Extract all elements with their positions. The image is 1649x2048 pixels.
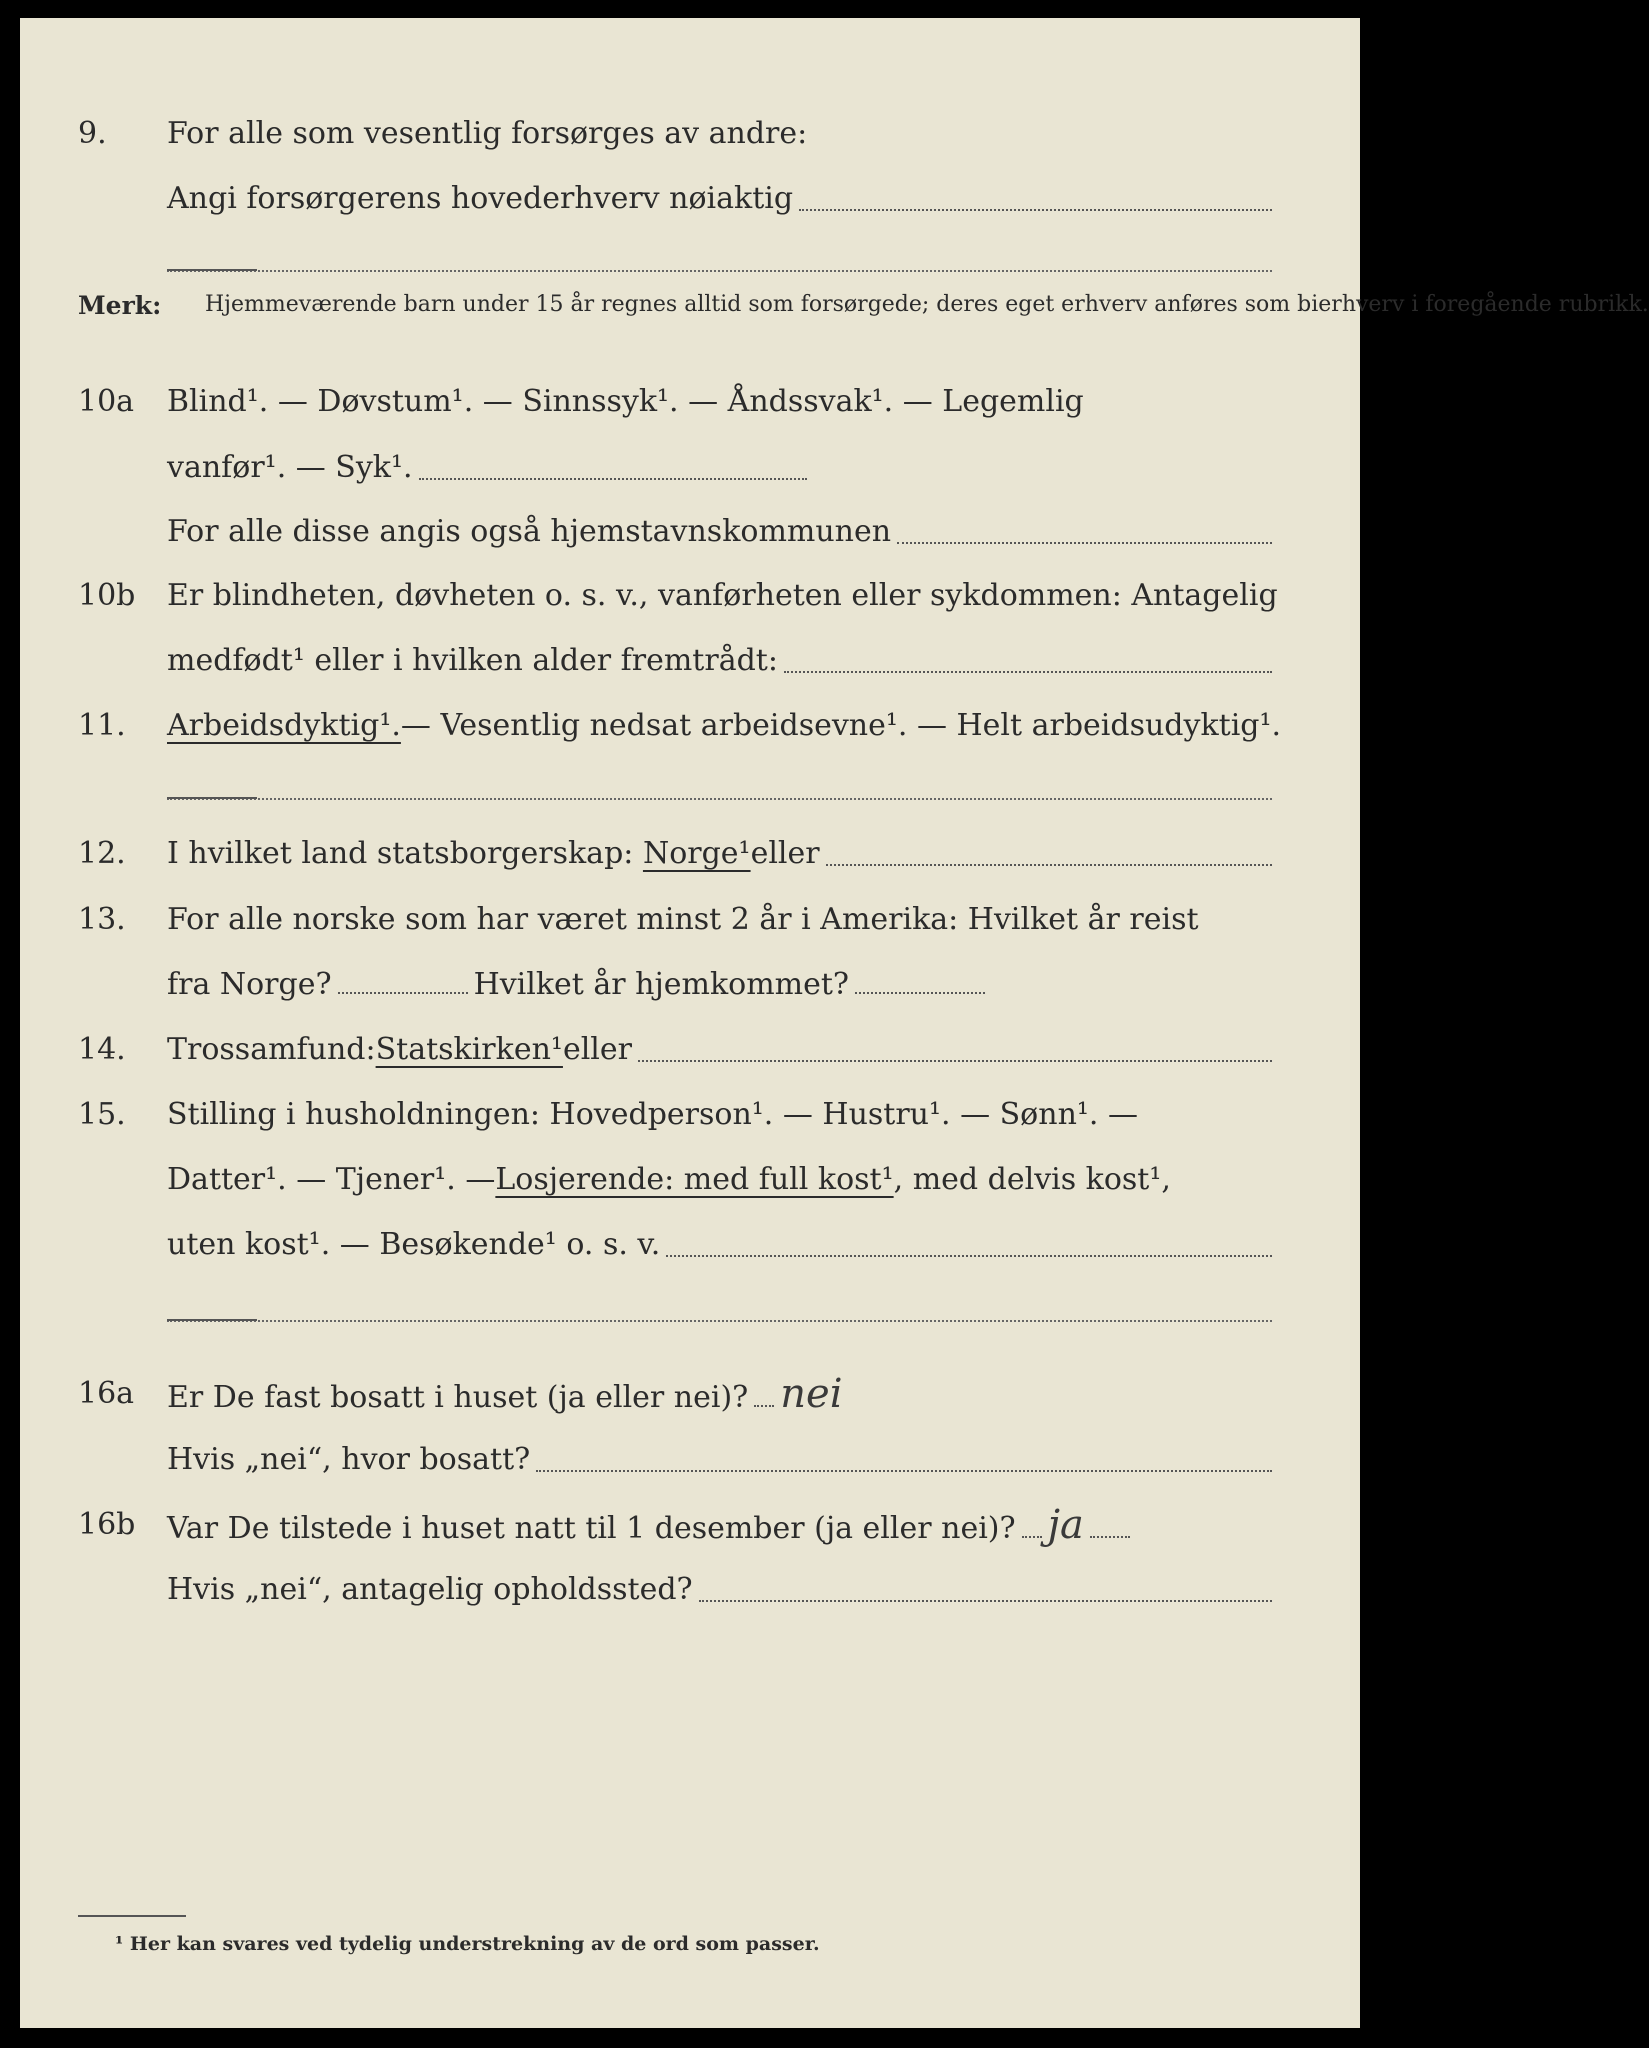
footnote: ¹ Her kan svares ved tydelig understrekning av de ord som passer. (115, 1933, 820, 1955)
handwritten-answer[interactable]: nei (780, 1371, 843, 1417)
question-text: Var De tilstede i huset natt til 1 desember (ja eller nei)? (167, 1511, 1016, 1546)
question-number: 9. (78, 116, 107, 151)
question-number: 11. (78, 708, 126, 743)
answer-field[interactable] (536, 1470, 1272, 1472)
question-text: Angi forsørgerens hovederhverv nøiaktig (167, 181, 794, 216)
handwritten-answer[interactable]: ja (1047, 1502, 1084, 1548)
question-text: Hvis „nei“, hvor bosatt? (167, 1442, 531, 1477)
question-text: For alle disse angis også hjemstavnskommunen (167, 514, 892, 549)
question-text: Stilling i husholdningen: Hovedperson¹. — Hustru¹. — Sønn¹. — (167, 1097, 1138, 1132)
question-number: 15. (78, 1097, 126, 1132)
question-text: vanfør¹. — Syk¹. (167, 450, 413, 485)
note-text: Hjemmeværende barn under 15 år regnes alltid som forsørgede; deres eget erhverv anføres som bierhverv i foregående rubrikk. (205, 292, 1649, 317)
question-number: 14. (78, 1032, 126, 1067)
question-number: 10a (78, 384, 135, 419)
question-text: — Vesentlig nedsat arbeidsevne¹. — Helt arbeidsudyktig¹. (400, 708, 1282, 743)
question-number: 13. (78, 902, 126, 937)
question-text: Er blindheten, døvheten o. s. v., vanførheten eller sykdommen: Antagelig (167, 578, 1278, 613)
separator-line (167, 798, 1272, 800)
answer-field[interactable] (666, 1255, 1272, 1257)
note-label: Merk: (78, 291, 162, 320)
question-text: For alle som vesentlig forsørges av andre: (167, 116, 808, 151)
question-number: 12. (78, 836, 126, 871)
answer-field[interactable] (699, 1600, 1272, 1602)
underlined-answer: Norge¹ (642, 836, 751, 871)
footnote-rule (78, 1915, 186, 1917)
separator-line (167, 270, 1272, 272)
answer-field[interactable] (799, 209, 1272, 211)
question-text: For alle norske som har været minst 2 år i Amerika: Hvilket år reist (167, 902, 1199, 937)
answer-field[interactable] (784, 671, 1272, 673)
question-text: Blind¹. — Døvstum¹. — Sinnssyk¹. — Åndssvak¹. — Legemlig (167, 384, 1084, 419)
underlined-answer: Losjerende: med full kost¹ (495, 1162, 894, 1197)
answer-field[interactable] (826, 864, 1272, 866)
census-form-page: 9. For alle som vesentlig forsørges av andre: Angi forsørgerens hovederhverv nøiaktig Merk: Hjemmeværende barn under 15 år regnes alltid som forsørgede; deres eget erhverv anføres som bierhverv i foregående rubrikk. 10a Blind¹. — Døvstum¹. — Sinnssyk¹. — Åndssvak¹. — Legemlig vanfør¹. — Syk¹. For alle disse angis også hjemstavnskommunen 10b Er blindheten, døvheten o. s. v., vanførheten eller sykdommen: Antagelig medfødt¹ eller i hvilken alder fremtrådt: 11. Arbeidsdyktig¹. — Vesentlig nedsat arbeidsevne¹. — Helt arbeidsudyktig¹. 12. I hvilket land statsborgerskap: Norge¹ eller 13. For alle norske som har været minst 2 år i Amerika: Hvilket år reist fra Norge? Hvilket år hjemkommet? 14. Trossamfund: Statskirken¹ eller 15. Stilling i husholdningen: Hovedperson¹. — Hustru¹. — Sønn¹. — Datter¹. — Tjener¹. — Losjerende: med full kost¹ , med delvis kost¹, uten kost¹. — Besøkende¹ o. s. v. 16a Er De fast bosatt i huset (ja eller nei)? nei Hvis „nei“, hvor bosatt? 16b Var De tilstede i huset natt til 1 desember (ja eller nei)? ja Hvis „nei“, antagelig opholdssted? ¹ Her kan svares ved tydelig understrekning av de ord som passer. (20, 18, 1360, 2028)
separator-line (167, 1320, 1272, 1322)
answer-field[interactable] (338, 992, 468, 994)
answer-field[interactable] (897, 542, 1272, 544)
question-number: 16a (78, 1376, 135, 1411)
underlined-answer: Arbeidsdyktig¹. (167, 708, 401, 743)
question-text: uten kost¹. — Besøkende¹ o. s. v. (167, 1227, 661, 1262)
question-number: 10b (78, 578, 136, 613)
answer-field[interactable] (638, 1060, 1272, 1062)
question-text: medfødt¹ eller i hvilken alder fremtrådt: (167, 643, 778, 678)
question-text: Hvis „nei“, antagelig opholdssted? (167, 1572, 693, 1607)
underlined-answer: Statskirken¹ (375, 1032, 563, 1067)
question-text: Er De fast bosatt i huset (ja eller nei)? (167, 1380, 749, 1415)
answer-field[interactable] (855, 992, 985, 994)
answer-field[interactable] (419, 478, 807, 480)
question-number: 16b (78, 1507, 136, 1542)
